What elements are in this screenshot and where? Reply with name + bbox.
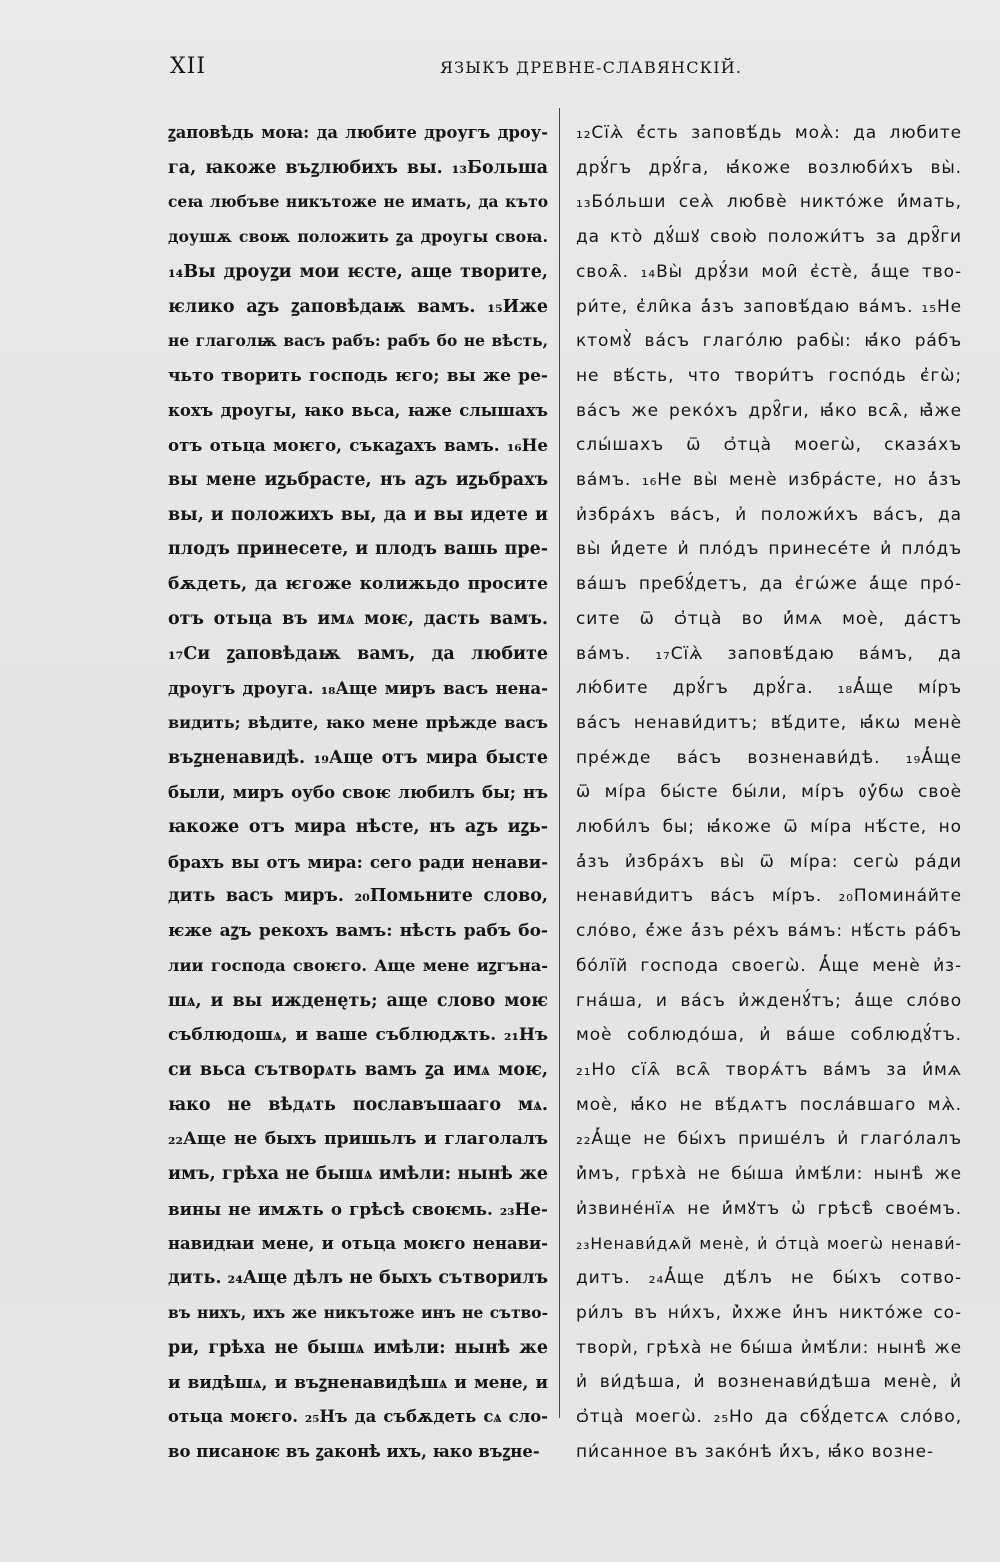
church-slavonic-column: [576, 116, 962, 1462]
text-line: и҆̀мъ, грѣха̀ не бы́ша и҆мѣ́ли: нынѣ̀ же: [576, 1164, 962, 1185]
text-line: ₁₂Сїѧ̀ є҆́сть заповѣ́дь моѧ̀: да любите: [576, 123, 962, 143]
text-line: своѧ̑. ₁₄Вы̀ дрꙋ́зи мои̑ є҆стѐ, а҆́ще тво-: [576, 261, 962, 282]
column-divider: [559, 108, 560, 1418]
text-line: вы̀ и҆́дете и҆ пло́дъ принесе́те и҆ пло́дъ: [576, 539, 962, 560]
text-line: лии господа своѥго. Аще мене иꙁгъна-: [168, 955, 548, 975]
text-line: сеꙗ любъве никътоже не имать, да къто: [168, 193, 548, 212]
text-line: въ нихъ, ихъ же никътоже инъ не сътво-: [168, 1303, 548, 1322]
text-line: ѥлико аꙁъ ꙁаповѣдаѭ вамъ. ₁₅Иже: [168, 296, 548, 317]
text-line: ꙗкоже отъ мира нѣсте, нъ аꙁъ иꙁь-: [168, 817, 548, 838]
text-line: дить васъ миръ. ₂₀Помьните слово,: [168, 886, 548, 907]
text-line: отъ отьца моѥго, съкаꙁахъ вамъ. ₁₆Не: [168, 435, 548, 456]
text-line: дить. ₂₄Аще дѣлъ не быхъ сътворилъ: [168, 1268, 549, 1289]
text-line: ва́мъ. ₁₆Не вы̀ менѐ избра́сте, но а҆́зъ: [576, 470, 962, 491]
text-line: видить; вѣдите, ꙗко мене прѣжде васъ: [168, 712, 548, 732]
text-line: пре́жде ва́съ возненави́дѣ. ₁₉А҆́ще: [576, 747, 962, 768]
text-line: и҆ ви́дѣша, и҆ возненави́дѣша менѐ, и҆: [576, 1372, 962, 1393]
running-head: [170, 54, 960, 84]
text-line: ѥже аꙁъ рекохъ вамъ: нѣсть рабъ бо-: [168, 921, 548, 942]
text-line: шѧ, и вы иждене̨ть; аще слово моѥ: [168, 990, 548, 1011]
page-number: XII: [170, 54, 207, 79]
text-line: вины не имѫть о грѣсѣ своѥмь. ₂₃Не-: [168, 1198, 548, 1219]
text-line: отъ отьца въ имѧ моѥ, дасть вамъ.: [168, 608, 548, 629]
text-line: ва́съ ненави́дитъ; вѣ́дите, ꙗ҆́кѡ менѐ: [576, 712, 962, 733]
text-line: отьца моѥго. ₂₅Нъ да събѫдеть сѧ сло-: [168, 1407, 548, 1427]
text-line: ва́съ же реко́хъ дрꙋ̑ги, ꙗ҆́ко всѧ̑, ꙗ҆̀же: [576, 400, 962, 421]
text-line: сите ѿ ѻ҆тца̀ во и҆́мѧ моѐ, да́стъ: [576, 608, 962, 629]
text-line: люби́лъ бы; ꙗ҆́коже ѿ мі́ра нѣ́сте, но: [576, 817, 962, 838]
old-church-slavonic-column: [168, 116, 549, 1461]
text-line: ₂₂А҆́ще не бы́хъ прише́лъ и҆ глаго́лалъ: [576, 1129, 962, 1150]
text-line: бѫдеть, да ѥгоже колижьдо просите: [168, 574, 548, 595]
text-line: ва́шъ пребꙋ́детъ, да є҆гѡ́же а҆́ще про́-: [576, 574, 962, 595]
text-line: не вѣ́сть, что твори́тъ госпо́дь є҆гѡ̀;: [576, 365, 962, 386]
text-line: моѐ, ꙗ҆́ко не вѣ́дѧтъ посла́вшаго мѧ̀.: [576, 1094, 962, 1115]
text-line: ѿ мі́ра бы́сте бы́ли, мі́ръ ᲂу҆́бѡ своѐ: [576, 782, 962, 803]
text-line: ѻ҆тца̀ моегѡ̀. ₂₅Но да сбꙋ́детсѧ сло́во,: [576, 1407, 962, 1428]
text-line: сло́во, є҆́же а҆́зъ ре́хъ ва́мъ: нѣ́сть ра́бъ: [576, 921, 962, 942]
text-line: ₁₃Бо́льши сеѧ̀ любвѐ никто́же и҆́мать,: [576, 192, 962, 213]
text-line: ри́те, є҆ли̑ка а҆́зъ заповѣ́даю ва́мъ. ₁₅Не: [576, 296, 962, 317]
text-line: навидꙗи мене, и отьца моѥго ненави-: [168, 1233, 548, 1253]
text-line: га, ꙗкоже въꙁлюбихъ вы. ₁₃Больша: [168, 157, 548, 178]
text-line: а҆́зъ и҆збра́хъ вы̀ ѿ мі́ра: сегѡ̀ ра́ди: [576, 851, 962, 872]
running-head-title: ЯЗЫКЪ ДРЕВНЕ-СЛАВЯНСКIЙ.: [440, 58, 743, 77]
text-line: ₁₇Си ꙁаповѣдаѭ вамъ, да любите: [168, 643, 548, 664]
text-line: чьто творить господь ѥго; вы же ре-: [168, 365, 548, 386]
text-line: ктомꙋ̀ ва́съ глаго́лю рабы̀: ꙗ҆́ко ра́бъ: [576, 331, 962, 352]
text-line: ненави́дитъ ва́съ мі́ръ. ₂₀Помина́йте: [576, 886, 962, 907]
text-line: ва́мъ. ₁₇Сїѧ̀ заповѣ́даю ва́мъ, да: [576, 643, 962, 664]
text-line: и҆звине́нїѧ не и҆́мꙋтъ ѡ҆ грѣсѣ̀ свое́мъ.: [576, 1198, 962, 1219]
text-line: гна́ша, и ва́съ и҆жденꙋ́тъ; а҆́ще сло́во: [576, 990, 962, 1011]
text-line: ꙗко не вѣдѧть пославъшааго мѧ.: [168, 1094, 548, 1115]
text-line: ри́лъ въ ни́хъ, и҆̀хже и҆́нъ никто́же со-: [576, 1302, 962, 1323]
text-line: дроугъ дроуга. ₁₈Аще миръ васъ нена-: [168, 678, 548, 699]
text-line: и видѣшѧ, и въꙁненавидѣшѧ и мене, и: [168, 1372, 548, 1393]
text-line: бо́лїй господа своегѡ̀. А҆́ще менѐ и҆з-: [576, 955, 962, 976]
text-line: дитъ. ₂₄А҆́ще дѣ́лъ не бы́хъ сотво-: [576, 1268, 962, 1289]
text-line: дрꙋ́гъ дрꙋ́га, ꙗ҆́коже возлюби́хъ вы̀.: [576, 157, 962, 178]
text-line: ₂₂Аще не быхъ пришьлъ и глаголалъ: [168, 1129, 548, 1150]
text-line: моѐ соблюдо́ша, и҆ ва́ше соблюдꙋ́тъ.: [576, 1025, 962, 1046]
text-line: си вьса сътворѧть вамъ ꙁа имѧ моѥ,: [168, 1059, 548, 1080]
text-line: творѝ, грѣха̀ не бы́ша и҆мѣ́ли: нынѣ̀ же: [576, 1337, 962, 1358]
text-line: имъ, грѣха не бышѧ имѣли: нынѣ же: [168, 1164, 548, 1185]
text-line: были, миръ оубо своѥ любилъ бы; нъ: [168, 782, 548, 803]
text-line: во писаноѥ въ ꙁаконѣ ихъ, ꙗко въꙁне-: [168, 1441, 540, 1461]
text-line: съблюдошѧ, и ваше съблюдѫть. ₂₁Нъ: [168, 1025, 548, 1046]
text-line: ₁₄Вы дроуꙁи мои ѥсте, аще творите,: [168, 261, 548, 282]
text-line: лю́бите дрꙋ́гъ дрꙋ́га. ₁₈А҆́ще мі́ръ: [576, 678, 962, 699]
text-line: доушѫ своѭ положить ꙁа дроугы своꙗ.: [168, 227, 548, 247]
text-line: вы мене иꙁьбрасте, нъ аꙁъ иꙁьбрахъ: [168, 470, 548, 491]
text-line: и҆збра́хъ ва́съ, и҆ положи́хъ ва́съ, да: [576, 504, 962, 525]
text-line: слы́шахъ ѿ ѻ҆тца̀ моегѡ̀, сказа́хъ: [576, 435, 962, 456]
text-line: не глаголѭ васъ рабъ: рабъ бо не вѣсть,: [168, 331, 548, 351]
text-line: брахъ вы отъ мира: сего ради ненави-: [168, 851, 548, 872]
text-line: ри, грѣха не бышѧ имѣли: нынѣ же: [168, 1337, 548, 1358]
text-line: плодъ принесете, и плодъ вашь пре-: [168, 539, 548, 560]
text-line: да кто̀ дꙋ́шꙋ свою̀ положи́тъ за дрꙋ̑ги: [576, 227, 962, 248]
text-line: ꙁаповѣдь моꙗ: да любите дроугъ дроу-: [168, 123, 548, 142]
text-line: ₂₃Ненави́дѧй менѐ, и҆ ѻ҆тца̀ моегѡ̀ ненави́-: [576, 1233, 962, 1253]
text-line: пи́санное въ зако́нѣ и҆́хъ, ꙗ҆́ко возне-: [576, 1441, 935, 1462]
text-line: кохъ дроугы, ꙗко вьса, ꙗже слышахъ: [168, 400, 548, 420]
text-line: вы, и положихъ вы, да и вы идете и: [168, 504, 548, 525]
text-line: въꙁненавидѣ. ₁₉Аще отъ мира бысте: [168, 747, 548, 768]
text-line: ₂₁Но сїѧ̑ всѧ̑ творѧ́тъ ва́мъ за и҆́мѧ: [576, 1059, 962, 1080]
